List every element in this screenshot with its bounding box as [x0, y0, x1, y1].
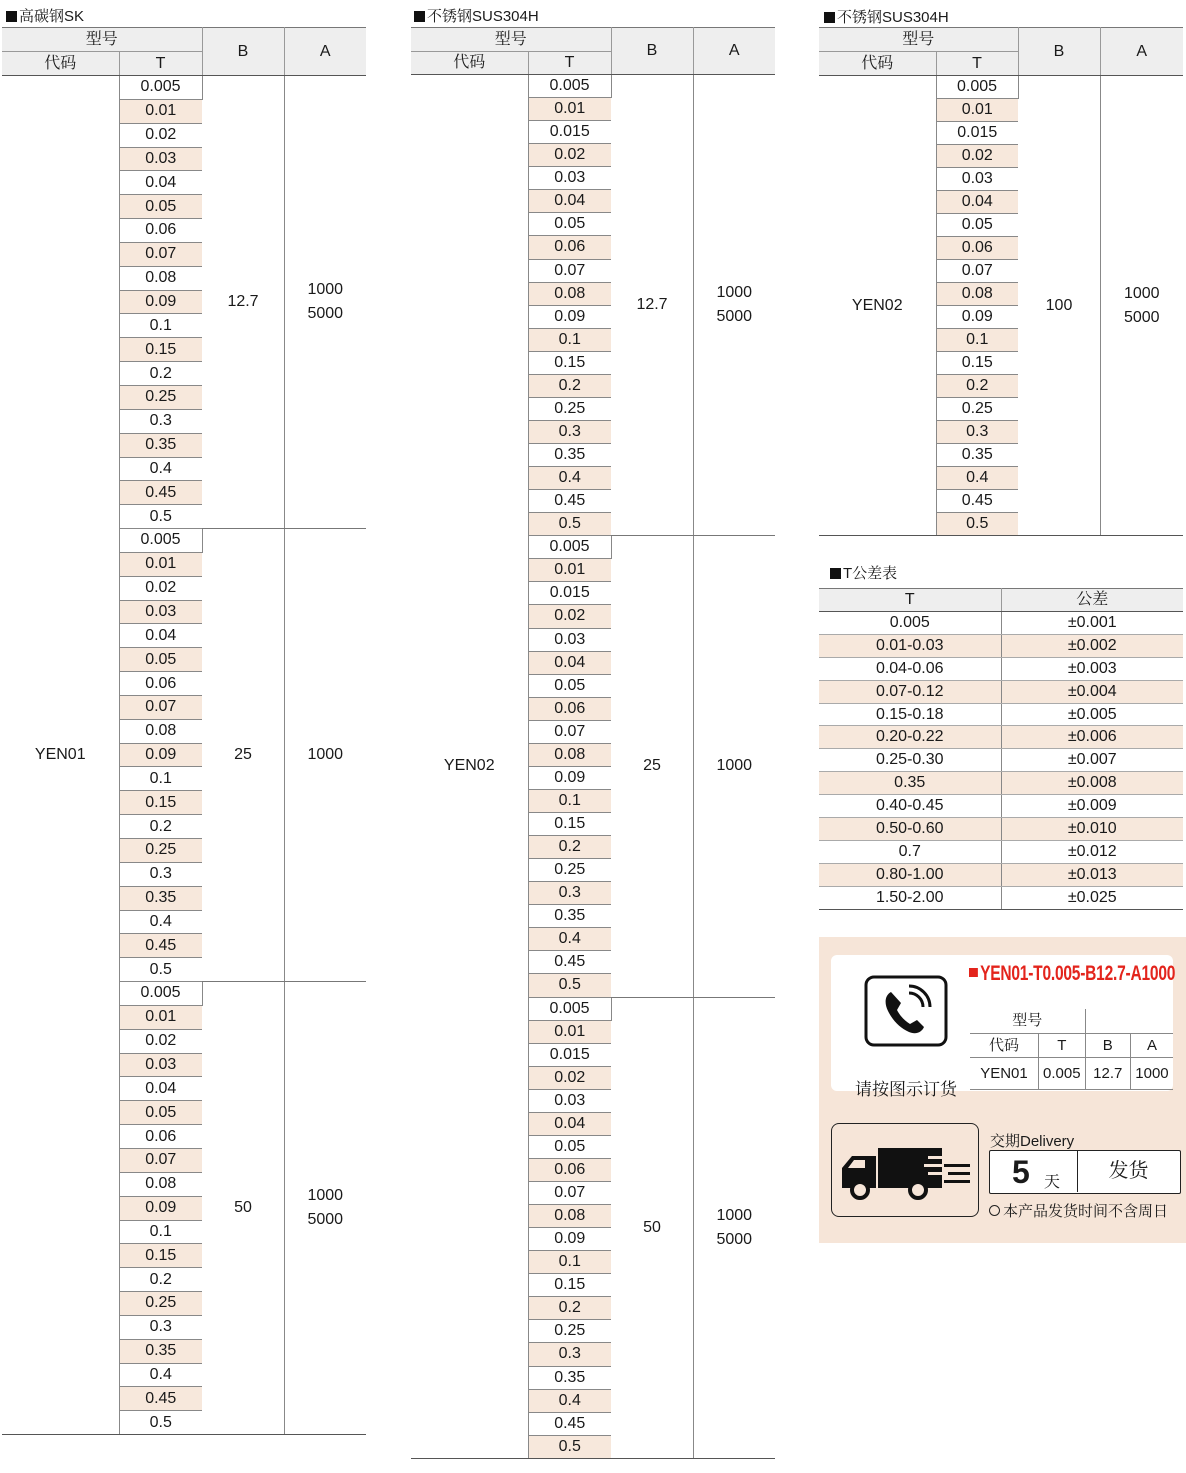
table2-t-cell: 0.1 — [528, 1251, 611, 1274]
table1-t-cell: 0.35 — [119, 886, 202, 910]
order-value-t: 0.005 — [1038, 1057, 1085, 1089]
table2-t-cell: 0.15 — [528, 813, 611, 836]
table2-header-a: A — [693, 28, 775, 75]
table1-t-cell: 0.01 — [119, 99, 202, 123]
table2-t-cell: 0.15 — [528, 1274, 611, 1297]
table3-code-cell: YEN02 — [819, 76, 936, 536]
order-info-panel — [819, 937, 1186, 1243]
table1-b-cell: 12.7 — [202, 76, 284, 529]
table1-b-cell: 25 — [202, 529, 284, 982]
table1-t-cell: 0.3 — [119, 862, 202, 886]
table1-t-cell: 0.04 — [119, 171, 202, 195]
table3-t-cell: 0.4 — [936, 467, 1018, 490]
tolerance-value-cell: ±0.012 — [1001, 840, 1183, 863]
square-bullet-icon — [414, 11, 425, 22]
table2-t-cell: 0.06 — [528, 236, 611, 259]
table2-t-cell: 0.45 — [528, 490, 611, 513]
table1-header-t: T — [119, 52, 202, 76]
table3-title: 不锈钢SUS304H — [824, 6, 949, 27]
table1-t-cell: 0.25 — [119, 839, 202, 863]
table2-a-cell — [693, 997, 775, 1458]
table2-header-b: B — [611, 28, 693, 75]
table2-t-cell: 0.06 — [528, 697, 611, 720]
table-row — [819, 840, 1183, 863]
table3-header-group: 型号 — [819, 28, 1018, 52]
table3-t-cell: 0.15 — [936, 352, 1018, 375]
table1-header-group: 型号 — [2, 28, 202, 52]
table3-t-cell: 0.005 — [936, 76, 1018, 99]
order-example-table — [970, 1009, 1173, 1090]
table3-t-cell: 0.3 — [936, 421, 1018, 444]
tolerance-t-cell: 0.40-0.45 — [819, 795, 1001, 818]
table3-t-cell: 0.05 — [936, 214, 1018, 237]
table2-a-value: 1000 — [716, 757, 753, 775]
table2-t-cell: 0.02 — [528, 605, 611, 628]
order-value-code: YEN01 — [970, 1057, 1038, 1089]
tolerance-t-cell: 0.04-0.06 — [819, 657, 1001, 680]
table3-t-cell: 0.015 — [936, 122, 1018, 145]
table2-t-cell: 0.015 — [528, 582, 611, 605]
tolerance-t-cell: 0.01-0.03 — [819, 634, 1001, 657]
tolerance-value-cell: ±0.003 — [1001, 657, 1183, 680]
table2-t-cell: 0.3 — [528, 1343, 611, 1366]
tolerance-t-cell: 0.80-1.00 — [819, 863, 1001, 886]
table2-t-cell: 0.005 — [528, 75, 611, 98]
tolerance-t-cell: 0.25-0.30 — [819, 749, 1001, 772]
delivery-days-unit: 天 — [1044, 1174, 1061, 1191]
table2-t-cell: 0.04 — [528, 1112, 611, 1135]
table2-t-cell: 0.3 — [528, 882, 611, 905]
table1-t-cell: 0.2 — [119, 1268, 202, 1292]
table2-a-value: 1000 — [716, 284, 753, 302]
tolerance-header-t: T — [819, 589, 1001, 612]
delivery-ship-label: 发货 — [1108, 1160, 1149, 1182]
table2-t-cell: 0.4 — [528, 1389, 611, 1412]
phone-icon — [864, 975, 948, 1057]
table1-t-cell: 0.07 — [119, 695, 202, 719]
table2-a-cell — [693, 536, 775, 997]
table2-t-cell: 0.07 — [528, 720, 611, 743]
table1-t-cell: 0.5 — [119, 1411, 202, 1435]
table1-a-value: 5000 — [307, 1211, 344, 1229]
table-row — [819, 703, 1183, 726]
table1-t-cell: 0.5 — [119, 505, 202, 529]
tolerance-value-cell: ±0.006 — [1001, 726, 1183, 749]
table-row — [2, 76, 366, 100]
table3-t-cell: 0.1 — [936, 329, 1018, 352]
table3-a-value: 1000 — [1123, 284, 1160, 302]
tolerance-value-cell: ±0.013 — [1001, 863, 1183, 886]
table2-t-cell: 0.25 — [528, 397, 611, 420]
delivery-note: 本产品发货时间不含周日 — [989, 1200, 1168, 1221]
table1-t-cell: 0.03 — [119, 147, 202, 171]
table1-a-value: 1000 — [307, 1187, 344, 1205]
square-bullet-icon — [830, 568, 841, 579]
table1-t-cell: 0.09 — [119, 743, 202, 767]
table2-t-cell: 0.45 — [528, 951, 611, 974]
table2-t-cell: 0.25 — [528, 859, 611, 882]
table2-a-cell — [693, 75, 775, 536]
table1-t-cell: 0.05 — [119, 648, 202, 672]
table1-t-cell: 0.25 — [119, 1292, 202, 1316]
table1-t-cell: 0.06 — [119, 672, 202, 696]
table1-header-a: A — [284, 28, 366, 76]
delivery-days-number: 5 — [1012, 1154, 1030, 1190]
table1-t-cell: 0.4 — [119, 910, 202, 934]
table2-t-cell: 0.09 — [528, 766, 611, 789]
table2-t-cell: 0.3 — [528, 420, 611, 443]
red-square-bullet-icon — [969, 968, 978, 977]
table2-a-value: 5000 — [716, 1230, 753, 1248]
table3-header-t: T — [936, 52, 1018, 76]
table1-t-cell: 0.04 — [119, 624, 202, 648]
table-row — [819, 726, 1183, 749]
table3-t-cell: 0.04 — [936, 191, 1018, 214]
table2-t-cell: 0.2 — [528, 374, 611, 397]
table3-t-cell: 0.45 — [936, 490, 1018, 513]
table2-a-value: 5000 — [716, 308, 753, 326]
tolerance-t-cell: 0.15-0.18 — [819, 703, 1001, 726]
table2-t-cell: 0.09 — [528, 305, 611, 328]
table-row — [819, 818, 1183, 841]
table3-header-a: A — [1100, 28, 1183, 76]
table2-b-cell: 25 — [611, 536, 693, 997]
tolerance-table — [819, 588, 1183, 910]
table1-t-cell: 0.09 — [119, 290, 202, 314]
delivery-box — [989, 1150, 1181, 1194]
table1-t-cell: 0.1 — [119, 1220, 202, 1244]
table2-t-cell: 0.02 — [528, 144, 611, 167]
table1-t-cell: 0.07 — [119, 242, 202, 266]
table2-t-cell: 0.005 — [528, 536, 611, 559]
table2-t-cell: 0.5 — [528, 1435, 611, 1458]
table-row — [411, 75, 775, 98]
table2-code-cell: YEN02 — [411, 75, 528, 1459]
table1-t-cell: 0.25 — [119, 385, 202, 409]
table2-a-value: 1000 — [716, 1206, 753, 1224]
table1-t-cell: 0.35 — [119, 433, 202, 457]
table1-t-cell: 0.5 — [119, 958, 202, 982]
table2-t-cell: 0.4 — [528, 928, 611, 951]
order-header-b: B — [1085, 1033, 1130, 1057]
tolerance-t-cell: 0.50-0.60 — [819, 818, 1001, 841]
tolerance-t-cell: 0.07-0.12 — [819, 680, 1001, 703]
table1-t-cell: 0.4 — [119, 1363, 202, 1387]
table1-t-cell: 0.3 — [119, 1315, 202, 1339]
table1-t-cell: 0.07 — [119, 1148, 202, 1172]
table1-a-cell — [284, 76, 366, 529]
tolerance-value-cell: ±0.001 — [1001, 612, 1183, 635]
table1-header-b: B — [202, 28, 284, 76]
table2-t-cell: 0.03 — [528, 167, 611, 190]
order-value-a: 1000 — [1130, 1057, 1173, 1089]
table1-t-cell: 0.45 — [119, 934, 202, 958]
table2-t-cell: 0.05 — [528, 1135, 611, 1158]
order-header-code: 代码 — [970, 1033, 1038, 1057]
circle-bullet-icon — [989, 1205, 1000, 1216]
table2-t-cell: 0.07 — [528, 259, 611, 282]
table1-t-cell: 0.09 — [119, 1196, 202, 1220]
table1-t-cell: 0.08 — [119, 1172, 202, 1196]
table-row — [819, 886, 1183, 909]
table1-b-cell: 50 — [202, 982, 284, 1435]
table3-header-b: B — [1018, 28, 1100, 76]
spec-table-yen02-b100 — [819, 27, 1183, 536]
table-row — [819, 634, 1183, 657]
table3-t-cell: 0.09 — [936, 306, 1018, 329]
table1-t-cell: 0.06 — [119, 1125, 202, 1149]
order-code-example: YEN01-T0.005-B12.7-A1000 — [969, 962, 1175, 986]
table2-t-cell: 0.2 — [528, 836, 611, 859]
table2-t-cell: 0.1 — [528, 328, 611, 351]
table2-t-cell: 0.01 — [528, 1020, 611, 1043]
tolerance-t-cell: 0.005 — [819, 612, 1001, 635]
table2-t-cell: 0.01 — [528, 98, 611, 121]
table2-t-cell: 0.25 — [528, 1320, 611, 1343]
table2-t-cell: 0.04 — [528, 190, 611, 213]
table1-t-cell: 0.03 — [119, 600, 202, 624]
table-row — [819, 657, 1183, 680]
table-row — [819, 772, 1183, 795]
delivery-days — [990, 1151, 1078, 1192]
table1-t-cell: 0.15 — [119, 1244, 202, 1268]
table1-t-cell: 0.01 — [119, 552, 202, 576]
tolerance-title: T公差表 — [830, 562, 897, 583]
table2-t-cell: 0.5 — [528, 974, 611, 997]
table3-a-cell — [1100, 76, 1183, 536]
table2-t-cell: 0.35 — [528, 1366, 611, 1389]
table2-title: 不锈钢SUS304H — [414, 5, 539, 26]
tolerance-t-cell: 0.7 — [819, 840, 1001, 863]
table2-t-cell: 0.08 — [528, 743, 611, 766]
table2-t-cell: 0.015 — [528, 121, 611, 144]
table3-t-cell: 0.35 — [936, 444, 1018, 467]
table-row — [819, 863, 1183, 886]
square-bullet-icon — [824, 12, 835, 23]
order-header-t: T — [1038, 1033, 1085, 1057]
table1-t-cell: 0.005 — [119, 529, 202, 553]
table2-t-cell: 0.005 — [528, 997, 611, 1020]
table1-t-cell: 0.08 — [119, 266, 202, 290]
table3-t-cell: 0.01 — [936, 99, 1018, 122]
table2-t-cell: 0.08 — [528, 1205, 611, 1228]
table2-t-cell: 0.35 — [528, 905, 611, 928]
order-value-b: 12.7 — [1085, 1057, 1130, 1089]
table3-t-cell: 0.5 — [936, 513, 1018, 536]
table1-t-cell: 0.05 — [119, 195, 202, 219]
table3-t-cell: 0.2 — [936, 375, 1018, 398]
table1-t-cell: 0.2 — [119, 815, 202, 839]
table3-t-cell: 0.25 — [936, 398, 1018, 421]
table2-t-cell: 0.1 — [528, 789, 611, 812]
order-header-blank — [1085, 1009, 1173, 1033]
table2-t-cell: 0.09 — [528, 1228, 611, 1251]
table1-t-cell: 0.06 — [119, 219, 202, 243]
table1-title: 高碳钢SK — [6, 5, 84, 26]
table1-t-cell: 0.02 — [119, 123, 202, 147]
tolerance-value-cell: ±0.004 — [1001, 680, 1183, 703]
order-header-a: A — [1130, 1033, 1173, 1057]
table3-b-cell: 100 — [1018, 76, 1100, 536]
table2-t-cell: 0.01 — [528, 559, 611, 582]
table1-a-cell — [284, 982, 366, 1435]
table2-t-cell: 0.08 — [528, 282, 611, 305]
table2-t-cell: 0.03 — [528, 628, 611, 651]
table1-a-value: 1000 — [307, 281, 344, 299]
table1-header-code: 代码 — [2, 52, 119, 76]
order-example-box — [831, 955, 1176, 1099]
table2-t-cell: 0.06 — [528, 1158, 611, 1181]
tolerance-value-cell: ±0.009 — [1001, 795, 1183, 818]
truck-icon — [832, 1124, 978, 1216]
table1-t-cell: 0.1 — [119, 314, 202, 338]
table2-t-cell: 0.05 — [528, 674, 611, 697]
table-row — [819, 795, 1183, 818]
table1-a-value: 1000 — [307, 746, 344, 764]
table3-t-cell: 0.07 — [936, 260, 1018, 283]
tolerance-value-cell: ±0.025 — [1001, 886, 1183, 909]
tolerance-value-cell: ±0.008 — [1001, 772, 1183, 795]
order-instruction-label: 请按图示订货 — [855, 1080, 957, 1099]
table1-t-cell: 0.05 — [119, 1101, 202, 1125]
table2-b-cell: 12.7 — [611, 75, 693, 536]
table1-t-cell: 0.04 — [119, 1077, 202, 1101]
table2-t-cell: 0.07 — [528, 1182, 611, 1205]
table1-a-value: 5000 — [307, 305, 344, 323]
table2-t-cell: 0.2 — [528, 1297, 611, 1320]
table1-t-cell: 0.35 — [119, 1339, 202, 1363]
table-row — [819, 76, 1183, 99]
tolerance-value-cell: ±0.005 — [1001, 703, 1183, 726]
table1-t-cell: 0.08 — [119, 719, 202, 743]
tolerance-value-cell: ±0.010 — [1001, 818, 1183, 841]
table2-t-cell: 0.03 — [528, 1089, 611, 1112]
table-row — [819, 680, 1183, 703]
table1-t-cell: 0.15 — [119, 791, 202, 815]
truck-box — [831, 1123, 979, 1217]
table1-t-cell: 0.45 — [119, 481, 202, 505]
table1-code-cell: YEN01 — [2, 76, 119, 1435]
table-row — [819, 749, 1183, 772]
table2-t-cell: 0.02 — [528, 1066, 611, 1089]
tolerance-value-cell: ±0.002 — [1001, 634, 1183, 657]
table2-t-cell: 0.015 — [528, 1043, 611, 1066]
table2-header-code: 代码 — [411, 52, 528, 75]
table2-header-t: T — [528, 52, 611, 75]
table2-t-cell: 0.04 — [528, 651, 611, 674]
table1-t-cell: 0.02 — [119, 576, 202, 600]
table1-t-cell: 0.1 — [119, 767, 202, 791]
table1-t-cell: 0.2 — [119, 362, 202, 386]
table1-t-cell: 0.15 — [119, 338, 202, 362]
table3-t-cell: 0.02 — [936, 145, 1018, 168]
table1-t-cell: 0.4 — [119, 457, 202, 481]
table2-b-cell: 50 — [611, 997, 693, 1458]
order-header-group: 型号 — [970, 1009, 1085, 1033]
table3-header-code: 代码 — [819, 52, 936, 76]
delivery-label: 交期Delivery — [990, 1133, 1075, 1150]
table1-t-cell: 0.02 — [119, 1029, 202, 1053]
tolerance-t-cell: 0.20-0.22 — [819, 726, 1001, 749]
spec-table-yen02 — [411, 27, 775, 1459]
table1-t-cell: 0.45 — [119, 1387, 202, 1411]
tolerance-header-tol: 公差 — [1001, 589, 1183, 612]
table2-t-cell: 0.35 — [528, 444, 611, 467]
tolerance-t-cell: 1.50-2.00 — [819, 886, 1001, 909]
table3-t-cell: 0.08 — [936, 283, 1018, 306]
table3-t-cell: 0.03 — [936, 168, 1018, 191]
table3-t-cell: 0.06 — [936, 237, 1018, 260]
table2-t-cell: 0.4 — [528, 467, 611, 490]
table1-t-cell: 0.03 — [119, 1053, 202, 1077]
table2-header-group: 型号 — [411, 28, 611, 52]
table1-t-cell: 0.005 — [119, 76, 202, 100]
tolerance-t-cell: 0.35 — [819, 772, 1001, 795]
table2-t-cell: 0.5 — [528, 513, 611, 536]
table2-t-cell: 0.45 — [528, 1412, 611, 1435]
table-row — [819, 612, 1183, 635]
table1-t-cell: 0.005 — [119, 982, 202, 1006]
tolerance-value-cell: ±0.007 — [1001, 749, 1183, 772]
table2-t-cell: 0.15 — [528, 351, 611, 374]
table1-a-cell — [284, 529, 366, 982]
table1-t-cell: 0.01 — [119, 1005, 202, 1029]
table3-a-value: 5000 — [1123, 308, 1160, 326]
square-bullet-icon — [6, 11, 17, 22]
table1-t-cell: 0.3 — [119, 409, 202, 433]
table2-t-cell: 0.05 — [528, 213, 611, 236]
spec-table-yen01 — [2, 27, 366, 1435]
